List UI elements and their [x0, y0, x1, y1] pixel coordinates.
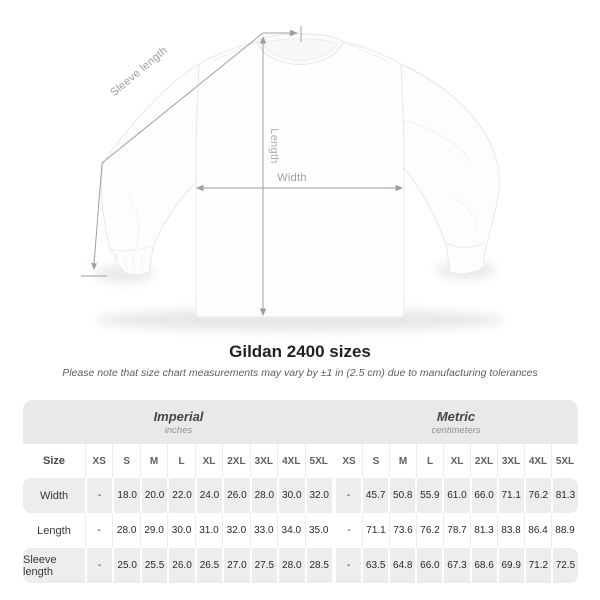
table-cell: 3XL	[250, 444, 277, 478]
table-cell: 32.0	[222, 513, 249, 548]
table-cell: 67.3	[442, 548, 469, 583]
table-cell: 22.0	[167, 478, 194, 513]
row-label: Length	[37, 524, 71, 537]
table-cell: 68.6	[470, 548, 497, 583]
table-cell: 24.0	[195, 478, 222, 513]
width-label: Width	[277, 172, 307, 184]
table-cell: 4XL	[524, 444, 551, 478]
table-cell: 2XL	[222, 444, 249, 478]
table-cell: 35.0	[305, 513, 332, 548]
table-cell: L	[167, 444, 194, 478]
table-cell: 72.5	[551, 548, 578, 583]
table-cell: XS	[342, 455, 356, 467]
table-cell: 73.6	[389, 513, 416, 548]
table-cell: 28.0	[277, 548, 304, 583]
table-cell: 29.0	[140, 513, 167, 548]
table-cell: -	[85, 548, 112, 583]
table-cell: 28.0	[250, 478, 277, 513]
table-cell: 25.5	[140, 548, 167, 583]
table-cell: 55.9	[415, 478, 442, 513]
table-cell: 26.5	[195, 548, 222, 583]
table-cell: M	[140, 444, 167, 478]
table-cell: M	[389, 444, 416, 478]
table-cell: 4XL	[277, 444, 304, 478]
table-cell: 28.0	[112, 513, 139, 548]
table-cell: 50.8	[388, 478, 415, 513]
size-col-header: Size	[42, 455, 65, 467]
table-cell: 63.5	[361, 548, 388, 583]
table-cell: S	[112, 444, 139, 478]
table-cell: 81.3	[551, 478, 578, 513]
table-cell: 76.2	[524, 478, 551, 513]
table-cell: 28.5	[305, 548, 332, 583]
table-cell: 26.0	[222, 478, 249, 513]
imperial-title: Imperial	[153, 408, 204, 424]
table-cell: 5XL	[551, 444, 578, 478]
unit-header-band	[23, 400, 578, 444]
table-cell: -	[346, 560, 351, 571]
table-cell: 71.1	[362, 513, 389, 548]
table-cell: -	[85, 513, 112, 548]
table-cell: -	[347, 525, 351, 536]
metric-header	[334, 400, 578, 444]
table-cell: 88.9	[551, 513, 578, 548]
length-label: Length	[268, 128, 280, 164]
table-cell: 64.8	[388, 548, 415, 583]
table-cell: 66.0	[470, 478, 497, 513]
table-cell: XL	[443, 444, 470, 478]
table-cell: 83.8	[497, 513, 524, 548]
table-cell: 25.0	[112, 548, 139, 583]
table-row	[23, 548, 578, 583]
table-cell: 45.7	[361, 478, 388, 513]
table-cell: 2XL	[470, 444, 497, 478]
table-cell: -	[85, 478, 112, 513]
table-cell: 26.0	[167, 548, 194, 583]
table-cell: 32.0	[305, 478, 332, 513]
table-cell: 71.2	[524, 548, 551, 583]
table-cell: XS	[85, 444, 112, 478]
table-row	[23, 513, 578, 548]
table-cell: 34.0	[277, 513, 304, 548]
metric-title: Metric	[436, 408, 476, 424]
imperial-header	[23, 400, 334, 444]
row-label: Width	[39, 489, 69, 502]
table-cell: 31.0	[195, 513, 222, 548]
table-cell: 5XL	[305, 444, 332, 478]
imperial-subtitle: inches	[164, 424, 193, 436]
table-cell: 27.0	[222, 548, 249, 583]
table-cell: 69.9	[497, 548, 524, 583]
table-rows	[23, 444, 578, 583]
table-cell: 3XL	[497, 444, 524, 478]
table-row	[23, 478, 578, 513]
metric-subtitle: centimeters	[431, 424, 481, 436]
table-cell: XL	[195, 444, 222, 478]
page-title: Gildan 2400 sizes	[229, 342, 371, 361]
row-label: Sleeve length	[23, 553, 57, 578]
table-cell: 20.0	[140, 478, 167, 513]
table-row	[23, 444, 578, 478]
table-cell: 30.0	[167, 513, 194, 548]
table-cell: 76.2	[416, 513, 443, 548]
table-cell: 18.0	[112, 478, 139, 513]
table-cell: 78.7	[443, 513, 470, 548]
table-cell: S	[362, 444, 389, 478]
table-cell: 61.0	[442, 478, 469, 513]
table-cell: 71.1	[497, 478, 524, 513]
table-cell: 27.5	[250, 548, 277, 583]
table-cell: L	[416, 444, 443, 478]
tolerance-note: Please note that size chart measurements may vary by ±1 in (2.5 cm) due to manufacturing tolerances	[62, 367, 538, 379]
table-cell: 86.4	[524, 513, 551, 548]
size-table	[23, 400, 578, 583]
shirt-right-sleeve	[401, 64, 499, 274]
table-cell: 66.0	[415, 548, 442, 583]
sleeve-length-label: Sleeve length	[108, 44, 170, 99]
table-cell: 33.0	[250, 513, 277, 548]
table-cell: 30.0	[277, 478, 304, 513]
table-cell: 81.3	[470, 513, 497, 548]
table-cell: -	[346, 490, 351, 501]
